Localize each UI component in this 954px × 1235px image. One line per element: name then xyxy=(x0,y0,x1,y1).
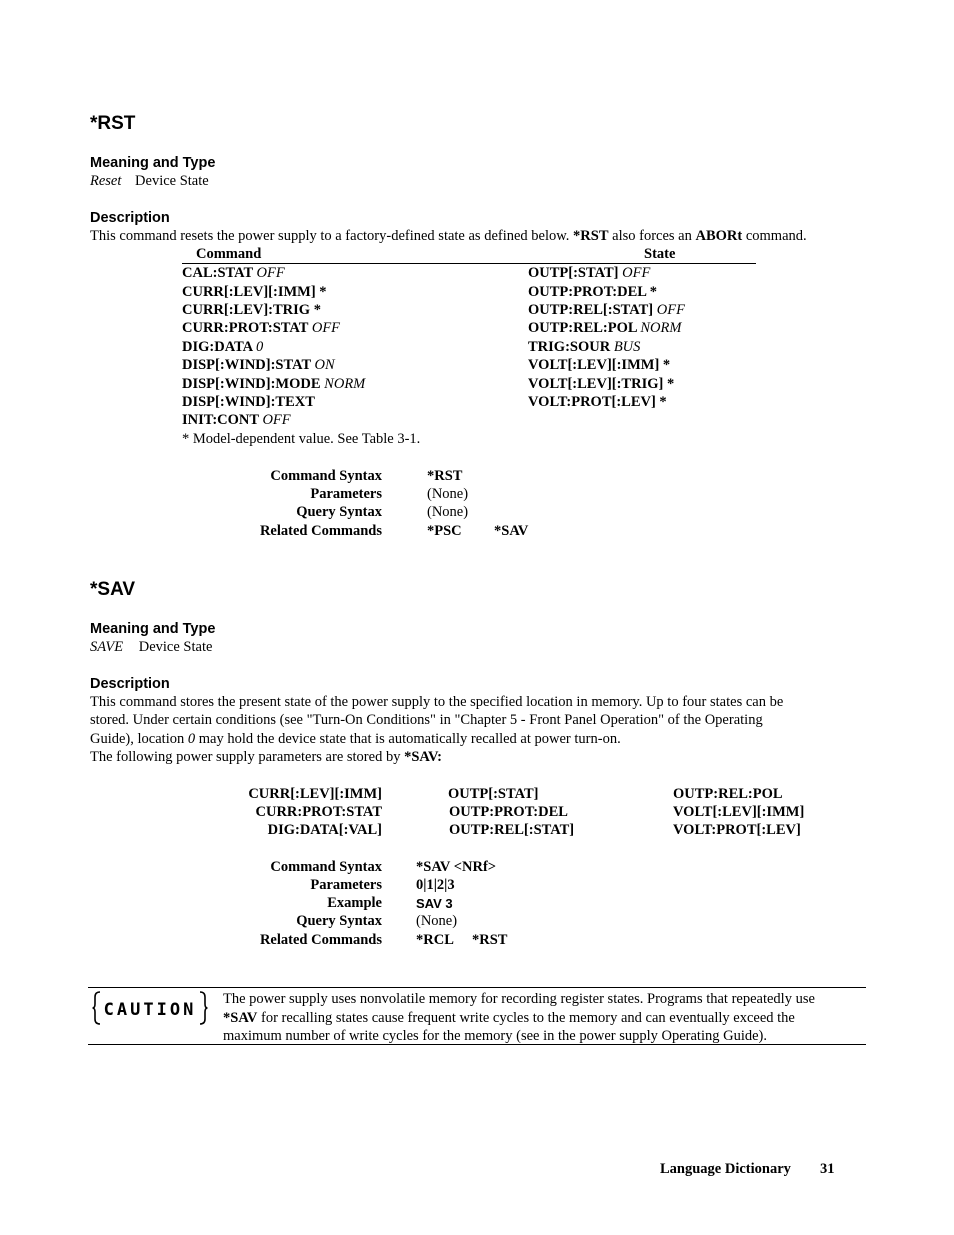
rst-table-header-state: State xyxy=(644,246,676,262)
sav-meaning-line xyxy=(90,639,212,656)
rst-desc-mid: also forces an xyxy=(608,228,696,244)
sav-meaning-heading: Meaning and Type xyxy=(90,621,216,637)
rst-table-header-rule xyxy=(182,263,756,264)
rst-state-right-3: OUTP:REL[:STAT] OFF xyxy=(528,302,685,318)
rst-state-left-2: CURR[:LEV][:IMM] * xyxy=(182,284,327,300)
sav-parameters: 0|1|2|3 xyxy=(416,877,455,893)
sav-meaning-type: Device State xyxy=(138,639,213,655)
sav-description-line-4: The following power supply parameters are stored by *SAV: xyxy=(90,749,442,765)
sav-param-col2-3: OUTP:REL[:STAT] xyxy=(449,822,575,838)
rst-desc-pre: This command resets the power supply to a factory-defined state as defined below. xyxy=(90,228,574,244)
sav-title: *SAV xyxy=(90,579,136,600)
rst-parameters: (None) xyxy=(427,486,469,502)
rst-label-command-syntax: Command Syntax xyxy=(270,468,382,484)
caution-brace-icon xyxy=(92,991,208,1025)
sav-param-col3-3: VOLT:PROT[:LEV] xyxy=(673,822,801,838)
rst-label-related-commands: Related Commands xyxy=(259,523,382,539)
sav-related-rcl: *RCL xyxy=(416,932,454,948)
sav-description-heading: Description xyxy=(90,676,170,692)
rst-description-heading: Description xyxy=(90,210,170,226)
rst-label-query-syntax: Query Syntax xyxy=(296,504,382,520)
rst-desc-cmd-rst: *RST xyxy=(573,228,609,244)
rst-footnote: * Model-dependent value. See Table 3-1. xyxy=(182,431,421,447)
sav-label-related-commands: Related Commands xyxy=(259,932,382,948)
rst-state-left-1: CAL:STAT OFF xyxy=(182,265,285,281)
rst-state-left-5: DIG:DATA 0 xyxy=(182,339,264,355)
rst-state-right-7: VOLT[:LEV][:TRIG] * xyxy=(528,376,675,392)
rst-meaning-type: Device State xyxy=(135,173,209,189)
sav-label-command-syntax: Command Syntax xyxy=(270,859,382,875)
rst-meaning-line xyxy=(90,173,209,190)
caution-line-1: The power supply uses nonvolatile memory for recording register states. Programs that repeatedly use xyxy=(223,991,815,1007)
rst-command-syntax: *RST xyxy=(427,468,463,484)
rst-state-right-1: OUTP[:STAT] OFF xyxy=(528,265,651,281)
rst-state-right-6: VOLT[:LEV][:IMM] * xyxy=(528,357,671,373)
sav-query-syntax: (None) xyxy=(416,913,458,929)
sav-example: SAV 3 xyxy=(416,896,453,911)
sav-label-example: Example xyxy=(327,895,382,911)
rst-state-left-6: DISP[:WIND]:STAT ON xyxy=(182,357,335,373)
rst-meaning-word: Reset xyxy=(90,173,122,189)
sav-param-col3-2: VOLT[:LEV][:IMM] xyxy=(673,804,805,820)
sav-description-line-2: stored. Under certain conditions (see "Turn-On Conditions" in "Chapter 5 - Front Panel Operation" of the Operating xyxy=(90,712,763,728)
sav-param-col3-1: OUTP:REL:POL xyxy=(673,786,783,802)
rst-state-left-3: CURR[:LEV]:TRIG * xyxy=(182,302,321,318)
sav-param-col1-2: CURR:PROT:STAT xyxy=(255,804,382,820)
caution-badge xyxy=(92,991,208,1025)
rst-state-right-2: OUTP:PROT:DEL * xyxy=(528,284,658,300)
rst-state-right-4: OUTP:REL:POL NORM xyxy=(528,320,682,336)
rst-related-sav: *SAV xyxy=(494,523,529,539)
sav-description-line-1: This command stores the present state of the power supply to the specified location in memory. Up to four states can be xyxy=(90,694,784,710)
footer-section-title: Language Dictionary xyxy=(660,1161,791,1177)
rst-related-psc: *PSC xyxy=(427,523,462,539)
rst-desc-post: command. xyxy=(742,228,807,244)
rst-query-syntax: (None) xyxy=(427,504,469,520)
sav-related-rst: *RST xyxy=(472,932,508,948)
sav-param-col1-1: CURR[:LEV][:IMM] xyxy=(248,786,382,802)
rst-description-text xyxy=(90,228,807,245)
sav-meaning-word: SAVE xyxy=(90,639,124,655)
rst-title: *RST xyxy=(90,113,136,134)
caution-top-rule xyxy=(88,987,866,988)
sav-param-col2-1: OUTP[:STAT] xyxy=(448,786,539,802)
caution-line-3: maximum number of write cycles for the memory (see in the power supply Operating Guide). xyxy=(223,1028,767,1045)
sav-label-parameters: Parameters xyxy=(310,877,382,893)
sav-param-col2-2: OUTP:PROT:DEL xyxy=(449,804,568,820)
rst-desc-cmd-abort: ABORt xyxy=(695,228,743,244)
sav-param-col1-3: DIG:DATA[:VAL] xyxy=(267,822,382,838)
caution-bottom-rule xyxy=(88,1044,866,1045)
rst-label-parameters: Parameters xyxy=(310,486,382,502)
caution-line-2: *SAV for recalling states cause frequent write cycles to the memory and can eventually exceed the xyxy=(223,1009,795,1026)
rst-state-left-8: DISP[:WIND]:TEXT xyxy=(182,394,315,410)
sav-label-query-syntax: Query Syntax xyxy=(296,913,382,929)
caution-text xyxy=(223,990,868,1046)
footer-page-number: 31 xyxy=(820,1161,835,1177)
rst-meaning-heading: Meaning and Type xyxy=(90,155,216,171)
rst-state-right-8: VOLT:PROT[:LEV] * xyxy=(528,394,667,410)
rst-state-left-7: DISP[:WIND]:MODE NORM xyxy=(182,376,366,392)
rst-state-left-9: INIT:CONT OFF xyxy=(182,412,291,428)
sav-description-line-3: Guide), location 0 may hold the device state that is automatically recalled at power turn-on. xyxy=(90,731,621,747)
rst-state-right-5: TRIG:SOUR BUS xyxy=(528,339,641,355)
caution-label: CAUTION xyxy=(103,1000,197,1020)
rst-table-header-command: Command xyxy=(196,246,262,262)
rst-state-left-4: CURR:PROT:STAT OFF xyxy=(182,320,341,336)
sav-command-syntax: *SAV <NRf> xyxy=(416,859,497,875)
